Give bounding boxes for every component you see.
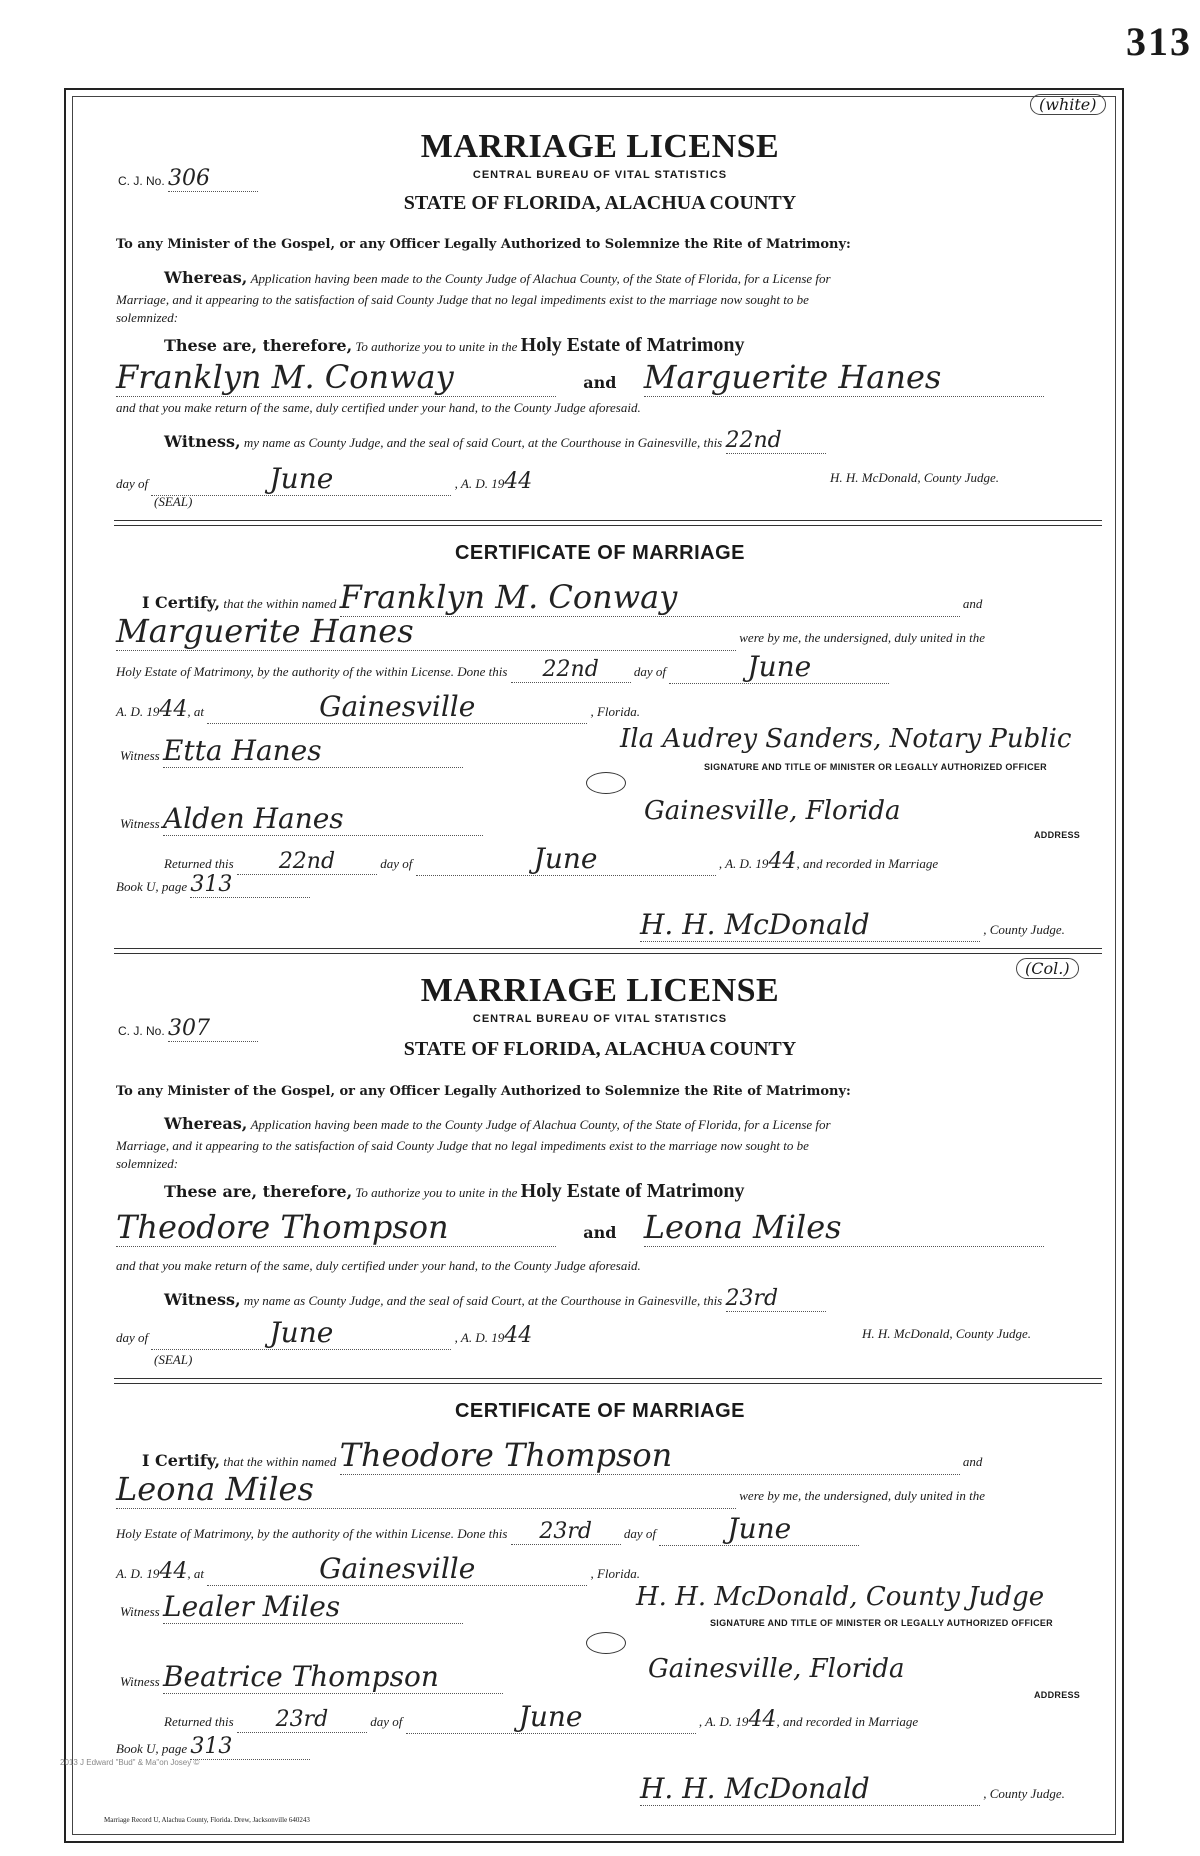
witness2-line xyxy=(120,802,483,836)
section-divider xyxy=(114,520,1102,526)
i-certify-label-2: I Certify, xyxy=(142,1451,221,1470)
witness1-name-2: Lealer Miles xyxy=(163,1590,463,1624)
witness-label-2: Witness, xyxy=(164,1290,241,1309)
print-footer: Marriage Record U, Alachua County, Florida. Drew, Jacksonville 640243 xyxy=(104,1816,310,1824)
at-label-2: , at xyxy=(187,1566,204,1581)
certificate-title: CERTIFICATE OF MARRIAGE xyxy=(454,542,745,564)
county-judge-signature: H. H. McDonald xyxy=(640,908,980,942)
county-judge-line-2 xyxy=(640,1772,1065,1806)
address-caption-2: ADDRESS xyxy=(1034,1690,1081,1700)
whereas-text-2: Application having been made to the County Judge of Alachua County, of the State of Florida, for a License for xyxy=(250,1117,831,1132)
witness1-label: Witness xyxy=(120,748,160,763)
recorded-text: , and recorded in Marriage xyxy=(796,856,939,871)
florida-label-2: , Florida. xyxy=(590,1566,640,1581)
bride-name-2: Leona Miles xyxy=(644,1208,1044,1247)
return-text: and that you make return of the same, duly certified under your hand, to the County Judge aforesaid. xyxy=(116,400,641,415)
book-line xyxy=(116,872,310,898)
names-line-2 xyxy=(116,1208,1044,1247)
whereas-line-1 xyxy=(164,268,831,287)
these-are-line xyxy=(164,334,745,357)
to-any-minister-2: To any Minister of the Gospel, or any Officer Legally Authorized to Solemnize the Rite of Matrimony: xyxy=(116,1084,851,1099)
whereas-text: Application having been made to the County Judge of Alachua County, of the State of Florida, for a License for xyxy=(250,271,831,286)
ad2-label-2: A. D. 19 xyxy=(116,1566,160,1581)
cert-day-of: day of xyxy=(633,664,667,679)
these-are-line-2 xyxy=(164,1180,745,1203)
officer-address-2: Gainesville, Florida xyxy=(648,1654,905,1684)
return-text-2: and that you make return of the same, duly certified under your hand, to the County Judge aforesaid. xyxy=(116,1258,641,1273)
book-line-2 xyxy=(116,1734,310,1760)
ret-ad-label: , A. D. 19 xyxy=(718,856,769,871)
these-text-2: To authorize you to unite in the xyxy=(355,1185,518,1200)
at-label: , at xyxy=(187,704,204,719)
returned-month: June xyxy=(416,842,716,876)
cert-month-2: June xyxy=(659,1512,859,1546)
bride-line xyxy=(116,612,985,651)
county-judge-label-2: , County Judge. xyxy=(983,1786,1065,1801)
witness-text-2: my name as County Judge, and the seal of said Court, at the Courthouse in Gainesville, this xyxy=(243,1293,723,1308)
license-month: June xyxy=(151,462,451,496)
record-divider xyxy=(114,948,1102,954)
license-title-2: MARRIAGE LICENSE xyxy=(420,972,780,1009)
done-day-2: 23rd xyxy=(511,1519,621,1545)
these-label: These are, therefore, xyxy=(164,336,353,355)
witness2-label-2: Witness xyxy=(120,1674,160,1689)
cert-and-2: and xyxy=(962,1454,983,1469)
within-named: that the within named xyxy=(223,596,337,611)
returned-label: Returned this xyxy=(164,856,234,871)
license-year-2: 44 xyxy=(504,1323,533,1348)
whereas-line-3-2: solemnized: xyxy=(116,1156,179,1171)
bride-name: Marguerite Hanes xyxy=(644,358,1044,397)
license-subtitle: CENTRAL BUREAU OF VITAL STATISTICS xyxy=(472,169,728,181)
address-caption: ADDRESS xyxy=(1034,830,1081,840)
license-title: MARRIAGE LICENSE xyxy=(420,128,780,165)
ad-label-2: , A. D. 19 xyxy=(454,1330,505,1345)
and-word: and xyxy=(583,373,617,392)
license-subtitle-2: CENTRAL BUREAU OF VITAL STATISTICS xyxy=(472,1013,728,1025)
ad-label: , A. D. 19 xyxy=(454,476,505,491)
race-annotation: (white) xyxy=(1030,94,1106,115)
place-line-2 xyxy=(116,1552,640,1586)
county-judge-signature-2: H. H. McDonald xyxy=(640,1772,980,1806)
within-named-2: that the within named xyxy=(223,1454,337,1469)
cert-bride-name: Marguerite Hanes xyxy=(116,612,736,651)
cert-day-of-2: day of xyxy=(623,1526,657,1541)
officer-signature: Ila Audrey Sanders, Notary Public xyxy=(620,724,1072,754)
cert-month: June xyxy=(669,650,889,684)
witness1-line xyxy=(120,734,463,768)
ret-year-2: 44 xyxy=(748,1707,777,1732)
license-month-2: June xyxy=(151,1316,451,1350)
returned-label-2: Returned this xyxy=(164,1714,234,1729)
officer-address: Gainesville, Florida xyxy=(644,796,901,826)
notary-seal-icon xyxy=(586,772,626,794)
witness1-label-2: Witness xyxy=(120,1604,160,1619)
witness-text: my name as County Judge, and the seal of said Court, at the Courthouse in Gainesville, this xyxy=(243,435,723,450)
cj-label-2: C. J. No. xyxy=(118,1024,165,1038)
holy-estate-line-2 xyxy=(116,1512,859,1546)
officer-signature-2: H. H. McDonald, County Judge xyxy=(636,1582,1045,1612)
i-certify-label: I Certify, xyxy=(142,593,221,612)
were-text: were by me, the undersigned, duly united in the xyxy=(739,630,985,645)
cert-year: 44 xyxy=(159,697,188,722)
groom-name-2: Theodore Thompson xyxy=(116,1208,556,1247)
cert-groom-name: Franklyn M. Conway xyxy=(340,578,960,617)
returned-line-2 xyxy=(164,1700,918,1734)
holy-text: Holy Estate of Matrimony, by the authority of the within License. Done this xyxy=(116,664,508,679)
returned-day-2: 23rd xyxy=(237,1707,367,1733)
certificate-title-2: CERTIFICATE OF MARRIAGE xyxy=(454,1400,745,1422)
cj-label: C. J. No. xyxy=(118,174,165,188)
holy-estate: Holy Estate of Matrimony xyxy=(520,334,745,356)
license-county-2: STATE OF FLORIDA, ALACHUA COUNTY xyxy=(403,1038,797,1060)
place-line xyxy=(116,690,640,724)
were-text-2: were by me, the undersigned, duly united in the xyxy=(739,1488,985,1503)
witness1-name: Etta Hanes xyxy=(163,734,463,768)
done-day: 22nd xyxy=(511,657,631,683)
day-of: day of xyxy=(116,476,149,491)
whereas-line-1-2 xyxy=(164,1114,831,1133)
book-page: 313 xyxy=(190,872,310,898)
section-divider-2 xyxy=(114,1378,1102,1384)
witness-day-2: 23rd xyxy=(726,1286,826,1312)
day-of-2: day of xyxy=(116,1330,149,1345)
these-label-2: These are, therefore, xyxy=(164,1182,353,1201)
whereas-label: Whereas, xyxy=(164,268,248,287)
signature-caption: SIGNATURE AND TITLE OF MINISTER OR LEGALLY AUTHORIZED OFFICER xyxy=(704,762,1047,772)
date-line-2 xyxy=(116,1316,532,1350)
cert-year-2: 44 xyxy=(159,1559,188,1584)
date-line xyxy=(116,462,532,496)
groom-name: Franklyn M. Conway xyxy=(116,358,556,397)
ret-year: 44 xyxy=(768,849,797,874)
signature-caption-2: SIGNATURE AND TITLE OF MINISTER OR LEGALLY AUTHORIZED OFFICER xyxy=(710,1618,1053,1628)
and-word-2: and xyxy=(583,1223,617,1242)
cj-number-2: 307 xyxy=(168,1016,258,1042)
county-judge-print: H. H. McDonald, County Judge. xyxy=(830,470,999,485)
ret-day-of: day of xyxy=(380,856,413,871)
seal-label: (SEAL) xyxy=(154,494,193,509)
ret-ad-label-2: , A. D. 19 xyxy=(698,1714,749,1729)
cj-number: 306 xyxy=(168,166,258,192)
marriage-place-2: Gainesville xyxy=(207,1552,587,1586)
marriage-place: Gainesville xyxy=(207,690,587,724)
county-judge-print-2: H. H. McDonald, County Judge. xyxy=(862,1326,1031,1341)
county-judge-label: , County Judge. xyxy=(983,922,1065,937)
witness-line-2 xyxy=(164,1286,826,1312)
holy-estate-2: Holy Estate of Matrimony xyxy=(520,1180,745,1202)
license-year: 44 xyxy=(504,469,533,494)
seal-label-2: (SEAL) xyxy=(154,1352,193,1367)
witness2-name-2: Beatrice Thompson xyxy=(163,1660,503,1694)
witness1-line-2 xyxy=(120,1590,463,1624)
witness-label: Witness, xyxy=(164,432,241,451)
race-annotation-2: (Col.) xyxy=(1016,958,1079,979)
bride-line-2 xyxy=(116,1470,985,1509)
returned-day: 22nd xyxy=(237,849,377,875)
whereas-line-3: solemnized: xyxy=(116,310,179,325)
cert-groom-name-2: Theodore Thompson xyxy=(340,1436,960,1475)
book-label-2: Book U, page xyxy=(116,1741,188,1756)
returned-month-2: June xyxy=(406,1700,696,1734)
county-judge-line xyxy=(640,908,1065,942)
cert-and: and xyxy=(962,596,983,611)
returned-line xyxy=(164,842,938,876)
holy-text-2: Holy Estate of Matrimony, by the authority of the within License. Done this xyxy=(116,1526,508,1541)
whereas-line-2: Marriage, and it appearing to the satisfaction of said County Judge that no legal impediments exist to the marriage now sought to be xyxy=(116,292,809,307)
witness2-label: Witness xyxy=(120,816,160,831)
cert-bride-name-2: Leona Miles xyxy=(116,1470,736,1509)
names-line xyxy=(116,358,1044,397)
witness2-name: Alden Hanes xyxy=(163,802,483,836)
book-label: Book U, page xyxy=(116,879,188,894)
copyright-watermark: 2013 J Edward "Bud" & Ma"on Josey © xyxy=(60,1758,200,1767)
holy-estate-line xyxy=(116,650,889,684)
witness2-line-2 xyxy=(120,1660,503,1694)
whereas-label-2: Whereas, xyxy=(164,1114,248,1133)
page-number: 313 xyxy=(1126,19,1192,64)
notary-seal-icon-2 xyxy=(586,1632,626,1654)
license-county: STATE OF FLORIDA, ALACHUA COUNTY xyxy=(403,192,797,214)
whereas-line-2-2: Marriage, and it appearing to the satisfaction of said County Judge that no legal impediments exist to the marriage now sought to be xyxy=(116,1138,809,1153)
witness-line xyxy=(164,428,826,454)
these-text: To authorize you to unite in the xyxy=(355,339,518,354)
recorded-text-2: , and recorded in Marriage xyxy=(776,1714,919,1729)
florida-label: , Florida. xyxy=(590,704,640,719)
book-page-2: 313 xyxy=(190,1734,310,1760)
ad2-label: A. D. 19 xyxy=(116,704,160,719)
ret-day-of-2: day of xyxy=(370,1714,403,1729)
to-any-minister: To any Minister of the Gospel, or any Officer Legally Authorized to Solemnize the Rite of Matrimony: xyxy=(116,237,851,252)
witness-day: 22nd xyxy=(726,428,826,454)
